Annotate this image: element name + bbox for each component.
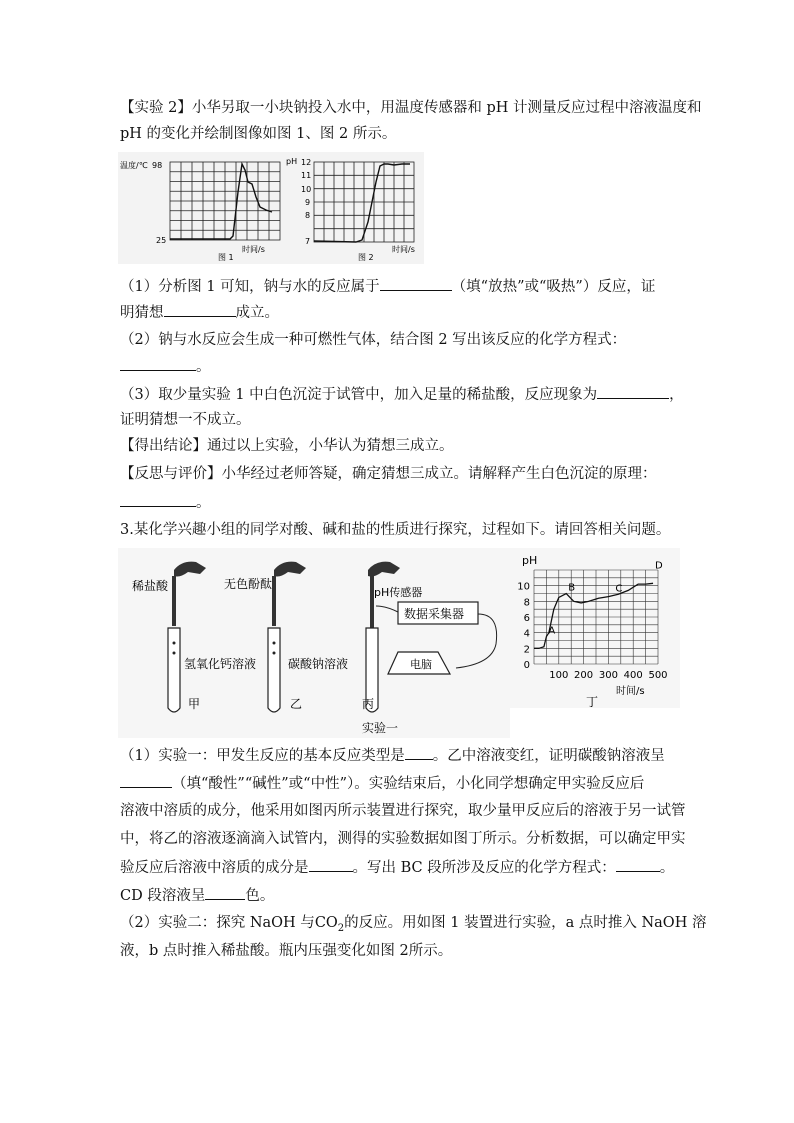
q3-answer-blank[interactable] [597,384,669,399]
y-tick-label: 6 [523,613,530,624]
yi-reagent-label: 无色酚酞 [224,577,273,591]
fig2-ytick-11: 11 [301,171,312,180]
p3q1-line-3: 溶液中溶质的成分，他采用如图丙所示装置进行探究，取少量甲反应后的溶液于另一试管 [120,803,686,819]
bing-computer-label: 电脑 [410,658,432,671]
chart-ylabel: pH [522,554,538,567]
fig2-ytick-9: 9 [305,198,311,207]
fig2-ytick-8: 8 [305,211,311,220]
fig1-caption: 图 1 [218,253,234,262]
p3q1-answer-blank-5[interactable] [205,885,245,900]
reflect-line-1: 【反思与评价】小华经过老师答疑，确定猜想三成立。请解释产生白色沉淀的原理： [120,466,657,482]
label-yi: 乙 [290,697,303,711]
x-tick-label: 500 [648,670,668,681]
p3q2-text-1a: （2）实验二：探究 NaOH 与 [120,915,315,931]
p3q1-line-2 [120,773,644,794]
x-tick-label: 300 [598,670,618,681]
q1-line-1 [120,276,655,297]
p3q1-text-5c: 。 [659,860,675,876]
conclusion-line: 【得出结论】通过以上实验，小华认为猜想三成立。 [120,438,454,454]
fig1-xlabel: 时间/s [242,245,265,254]
q2-line-2 [120,356,211,377]
figure-2-ph [284,152,424,264]
p3q1-text-5b: 。写出 BC 段所涉及反应的化学方程式： [352,860,616,876]
label-ding: 丁 [586,695,599,708]
y-tick-label: 8 [523,597,530,609]
fig2-ytick-7: 7 [305,237,311,246]
p3q1-text-1b: 。乙中溶液变红，证明碳酸钠溶液呈 [432,748,665,764]
q1-text-a: （1）分析图 1 可知，钠与水的反应属于 [120,279,380,295]
fig2-xlabel: 时间/s [392,245,415,254]
exp2-line-2: pH 的变化并绘制图像如图 1、图 2 所示。 [120,126,397,142]
p3q1-line-4: 中，将乙的溶液逐滴滴入试管内，测得的实验数据如图丁所示。分析数据，可以确定甲实 [120,831,686,847]
fig2-ytick-10: 10 [301,185,312,194]
bing-collector-label: 数据采集器 [404,607,465,621]
co2-formula [314,915,345,934]
jia-reagent-label: 稀盐酸 [132,579,169,593]
p3q1-text-2: （填“酸性”“碱性”或“中性”）。实验结束后，小化同学想确定甲实验反应后 [172,776,645,792]
apparatus-caption: 实验一 [362,721,399,735]
q2-line-1: （2）钠与水反应会生成一种可燃性气体，结合图 2 写出该反应的化学方程式： [120,332,627,348]
y-tick-label: 10 [517,581,530,593]
experiment-apparatus [118,548,510,738]
figure-1-temperature [118,152,293,264]
p3q1-line-6 [120,885,274,906]
point-label-A: A [548,625,556,637]
y-tick-label: 0 [523,660,530,671]
fig2-caption: 图 2 [358,253,374,262]
y-tick-label: 2 [523,644,530,656]
test-tube-icon [168,628,180,712]
point-label-C: C [615,583,623,595]
p3q1-text-6b: 色。 [245,888,275,904]
test-tube-icon [268,628,280,712]
co2-text: CO [314,915,338,931]
p3q1-text-5a: 验反应后溶液中溶质的成分是 [120,860,309,876]
p3q1-answer-blank-2[interactable] [120,773,172,788]
p3q2-line-1 [120,913,706,939]
dropper-icon [272,576,276,626]
p3-title: 3.某化学兴趣小组的同学对酸、碱和盐的性质进行探究，过程如下。请回答相关问题。 [120,522,671,538]
q3-text-a: （3）取少量实验 1 中白色沉淀于试管中，加入足量的稀盐酸，反应现象为 [120,387,598,403]
jia-tube-label: 氢氧化钙溶液 [184,657,257,671]
q3-line-2: 证明猜想一不成立。 [120,412,251,428]
q1-text-d: 成立。 [235,305,279,321]
q1-text-c: 明猜想 [120,305,164,321]
fig2-ylabel: pH [286,157,298,166]
chart-xlabel: 时间/s [616,686,645,697]
q2-answer-blank[interactable] [120,356,196,371]
p3q1-line-1 [120,745,665,766]
x-tick-label: 400 [623,670,643,681]
co2-subscript: 2 [337,922,345,934]
q1-text-b: （填“放热”或“吸热”）反应，证 [451,279,656,295]
q1-line-2 [120,302,279,323]
reflect-line-2 [120,492,211,513]
q3-line-1 [120,384,684,405]
exp2-line-1: 【实验 2】小华另取一小块钠投入水中，用温度传感器和 pH 计测量反应过程中溶液温度和 [120,100,702,116]
fig2-ytick-12: 12 [301,158,312,167]
chart-ding-ph [508,548,680,708]
fig1-ylabel: 温度/℃ [120,161,148,170]
q1-answer-blank-1[interactable] [380,276,452,291]
q1-answer-blank-2[interactable] [164,302,236,317]
p3q1-text-6a: CD 段溶液呈 [120,888,206,904]
yi-tube-label: 碳酸钠溶液 [288,657,349,671]
p3q1-answer-blank-4[interactable] [616,857,660,872]
y-tick-label: 4 [523,628,530,640]
p3q2-text-1b: 的反应。用如图 1 装置进行实验，a 点时推入 NaOH 溶 [344,915,707,931]
label-jia: 甲 [188,697,201,711]
p3q1-text-1a: （1）实验一：甲发生反应的基本反应类型是 [120,748,405,764]
x-tick-label: 100 [549,670,569,681]
p3q2-line-2: 液，b 点时推入稀盐酸。瓶内压强变化如图 2所示。 [120,943,453,959]
point-label-B: B [568,582,576,594]
fig1-ymin: 25 [156,236,167,245]
q2-text-b: 。 [196,359,211,375]
p3q1-answer-blank-3[interactable] [309,857,353,872]
point-label-D: D [655,560,663,572]
q3-text-b: ， [669,387,684,403]
x-tick-label: 200 [574,670,594,681]
bing-sensor-label: pH传感器 [374,586,423,599]
reflect-text-b: 。 [196,495,211,511]
reflect-answer-blank[interactable] [120,492,196,507]
p3q1-answer-blank-1[interactable] [405,745,433,760]
dropper-icon [172,576,176,626]
label-bing: 丙 [362,697,375,711]
p3q1-line-5 [120,857,674,878]
fig1-ymax: 98 [152,161,163,170]
